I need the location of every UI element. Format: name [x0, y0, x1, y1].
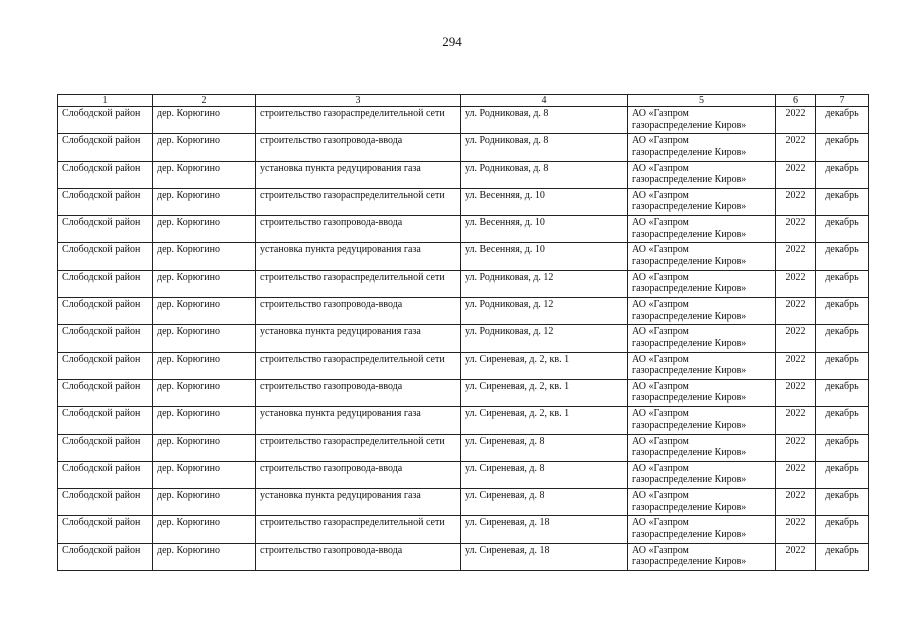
organization-cell: АО «Газпром газораспределение Киров» — [628, 489, 776, 516]
year-cell: 2022 — [776, 216, 816, 243]
table-row — [58, 298, 869, 325]
district-cell: Слободской район — [58, 407, 153, 434]
locality-cell: дер. Корюгино — [153, 270, 256, 297]
table-row — [58, 379, 869, 406]
table-row — [58, 161, 869, 188]
address-cell: ул. Родниковая, д. 8 — [461, 161, 628, 188]
table-row — [58, 325, 869, 352]
district-cell: Слободской район — [58, 107, 153, 134]
year-cell: 2022 — [776, 243, 816, 270]
month-cell: декабрь — [816, 379, 869, 406]
year-cell: 2022 — [776, 188, 816, 215]
year-cell: 2022 — [776, 270, 816, 297]
locality-cell: дер. Корюгино — [153, 161, 256, 188]
header-col-3: 3 — [256, 95, 461, 107]
work-type-cell: строительство газопровода-ввода — [256, 216, 461, 243]
district-cell: Слободской район — [58, 298, 153, 325]
gasification-table — [57, 94, 869, 571]
table-row — [58, 188, 869, 215]
address-cell: ул. Сиреневая, д. 18 — [461, 516, 628, 543]
district-cell: Слободской район — [58, 270, 153, 297]
address-cell: ул. Весенняя, д. 10 — [461, 243, 628, 270]
table-row — [58, 243, 869, 270]
work-type-cell: установка пункта редуцирования газа — [256, 161, 461, 188]
address-cell: ул. Сиреневая, д. 2, кв. 1 — [461, 407, 628, 434]
district-cell: Слободской район — [58, 379, 153, 406]
work-type-cell: установка пункта редуцирования газа — [256, 407, 461, 434]
address-cell: ул. Сиреневая, д. 8 — [461, 434, 628, 461]
organization-cell: АО «Газпром газораспределение Киров» — [628, 461, 776, 488]
year-cell: 2022 — [776, 134, 816, 161]
address-cell: ул. Родниковая, д. 12 — [461, 298, 628, 325]
table-body — [58, 107, 869, 571]
locality-cell: дер. Корюгино — [153, 188, 256, 215]
district-cell: Слободской район — [58, 434, 153, 461]
address-cell: ул. Родниковая, д. 12 — [461, 325, 628, 352]
year-cell: 2022 — [776, 543, 816, 570]
organization-cell: АО «Газпром газораспределение Киров» — [628, 134, 776, 161]
month-cell: декабрь — [816, 543, 869, 570]
locality-cell: дер. Корюгино — [153, 434, 256, 461]
locality-cell: дер. Корюгино — [153, 489, 256, 516]
work-type-cell: строительство газораспределительной сети — [256, 270, 461, 297]
address-cell: ул. Весенняя, д. 10 — [461, 188, 628, 215]
district-cell: Слободской район — [58, 243, 153, 270]
work-type-cell: установка пункта редуцирования газа — [256, 489, 461, 516]
district-cell: Слободской район — [58, 134, 153, 161]
locality-cell: дер. Корюгино — [153, 379, 256, 406]
locality-cell: дер. Корюгино — [153, 352, 256, 379]
address-cell: ул. Сиреневая, д. 8 — [461, 489, 628, 516]
organization-cell: АО «Газпром газораспределение Киров» — [628, 325, 776, 352]
work-type-cell: установка пункта редуцирования газа — [256, 243, 461, 270]
locality-cell: дер. Корюгино — [153, 407, 256, 434]
month-cell: декабрь — [816, 270, 869, 297]
locality-cell: дер. Корюгино — [153, 216, 256, 243]
district-cell: Слободской район — [58, 489, 153, 516]
month-cell: декабрь — [816, 407, 869, 434]
table-row — [58, 107, 869, 134]
address-cell: ул. Сиреневая, д. 8 — [461, 461, 628, 488]
table-row — [58, 352, 869, 379]
year-cell: 2022 — [776, 379, 816, 406]
table-row — [58, 461, 869, 488]
header-col-4: 4 — [461, 95, 628, 107]
locality-cell: дер. Корюгино — [153, 543, 256, 570]
locality-cell: дер. Корюгино — [153, 107, 256, 134]
header-col-2: 2 — [153, 95, 256, 107]
organization-cell: АО «Газпром газораспределение Киров» — [628, 298, 776, 325]
district-cell: Слободской район — [58, 516, 153, 543]
district-cell: Слободской район — [58, 325, 153, 352]
address-cell: ул. Весенняя, д. 10 — [461, 216, 628, 243]
month-cell: декабрь — [816, 434, 869, 461]
organization-cell: АО «Газпром газораспределение Киров» — [628, 107, 776, 134]
work-type-cell: строительство газопровода-ввода — [256, 461, 461, 488]
table-row — [58, 407, 869, 434]
month-cell: декабрь — [816, 216, 869, 243]
locality-cell: дер. Корюгино — [153, 325, 256, 352]
header-col-7: 7 — [816, 95, 869, 107]
month-cell: декабрь — [816, 298, 869, 325]
year-cell: 2022 — [776, 407, 816, 434]
organization-cell: АО «Газпром газораспределение Киров» — [628, 188, 776, 215]
district-cell: Слободской район — [58, 352, 153, 379]
month-cell: декабрь — [816, 325, 869, 352]
year-cell: 2022 — [776, 107, 816, 134]
table-row — [58, 134, 869, 161]
organization-cell: АО «Газпром газораспределение Киров» — [628, 216, 776, 243]
month-cell: декабрь — [816, 134, 869, 161]
table-row — [58, 270, 869, 297]
year-cell: 2022 — [776, 489, 816, 516]
page-number: 294 — [442, 34, 462, 49]
district-cell: Слободской район — [58, 216, 153, 243]
work-type-cell: строительство газопровода-ввода — [256, 543, 461, 570]
table-row — [58, 489, 869, 516]
organization-cell: АО «Газпром газораспределение Киров» — [628, 352, 776, 379]
organization-cell: АО «Газпром газораспределение Киров» — [628, 434, 776, 461]
table-row — [58, 543, 869, 570]
organization-cell: АО «Газпром газораспределение Киров» — [628, 270, 776, 297]
district-cell: Слободской район — [58, 543, 153, 570]
organization-cell: АО «Газпром газораспределение Киров» — [628, 379, 776, 406]
month-cell: декабрь — [816, 352, 869, 379]
year-cell: 2022 — [776, 461, 816, 488]
header-row — [58, 95, 869, 107]
address-cell: ул. Сиреневая, д. 2, кв. 1 — [461, 352, 628, 379]
work-type-cell: строительство газораспределительной сети — [256, 352, 461, 379]
locality-cell: дер. Корюгино — [153, 516, 256, 543]
month-cell: декабрь — [816, 516, 869, 543]
month-cell: декабрь — [816, 161, 869, 188]
month-cell: декабрь — [816, 188, 869, 215]
table-row — [58, 434, 869, 461]
work-type-cell: строительство газопровода-ввода — [256, 134, 461, 161]
organization-cell: АО «Газпром газораспределение Киров» — [628, 516, 776, 543]
address-cell: ул. Сиреневая, д. 2, кв. 1 — [461, 379, 628, 406]
locality-cell: дер. Корюгино — [153, 461, 256, 488]
organization-cell: АО «Газпром газораспределение Киров» — [628, 243, 776, 270]
header-col-5: 5 — [628, 95, 776, 107]
work-type-cell: строительство газопровода-ввода — [256, 379, 461, 406]
address-cell: ул. Родниковая, д. 12 — [461, 270, 628, 297]
month-cell: декабрь — [816, 489, 869, 516]
address-cell: ул. Родниковая, д. 8 — [461, 107, 628, 134]
year-cell: 2022 — [776, 352, 816, 379]
table-row — [58, 216, 869, 243]
header-col-6: 6 — [776, 95, 816, 107]
organization-cell: АО «Газпром газораспределение Киров» — [628, 161, 776, 188]
address-cell: ул. Сиреневая, д. 18 — [461, 543, 628, 570]
work-type-cell: строительство газораспределительной сети — [256, 188, 461, 215]
organization-cell: АО «Газпром газораспределение Киров» — [628, 543, 776, 570]
month-cell: декабрь — [816, 107, 869, 134]
year-cell: 2022 — [776, 298, 816, 325]
work-type-cell: установка пункта редуцирования газа — [256, 325, 461, 352]
year-cell: 2022 — [776, 434, 816, 461]
locality-cell: дер. Корюгино — [153, 298, 256, 325]
address-cell: ул. Родниковая, д. 8 — [461, 134, 628, 161]
year-cell: 2022 — [776, 516, 816, 543]
work-type-cell: строительство газораспределительной сети — [256, 107, 461, 134]
district-cell: Слободской район — [58, 461, 153, 488]
work-type-cell: строительство газопровода-ввода — [256, 298, 461, 325]
year-cell: 2022 — [776, 325, 816, 352]
work-type-cell: строительство газораспределительной сети — [256, 516, 461, 543]
district-cell: Слободской район — [58, 188, 153, 215]
month-cell: декабрь — [816, 461, 869, 488]
locality-cell: дер. Корюгино — [153, 243, 256, 270]
work-type-cell: строительство газораспределительной сети — [256, 434, 461, 461]
locality-cell: дер. Корюгино — [153, 134, 256, 161]
header-col-1: 1 — [58, 95, 153, 107]
table-row — [58, 516, 869, 543]
organization-cell: АО «Газпром газораспределение Киров» — [628, 407, 776, 434]
district-cell: Слободской район — [58, 161, 153, 188]
year-cell: 2022 — [776, 161, 816, 188]
month-cell: декабрь — [816, 243, 869, 270]
